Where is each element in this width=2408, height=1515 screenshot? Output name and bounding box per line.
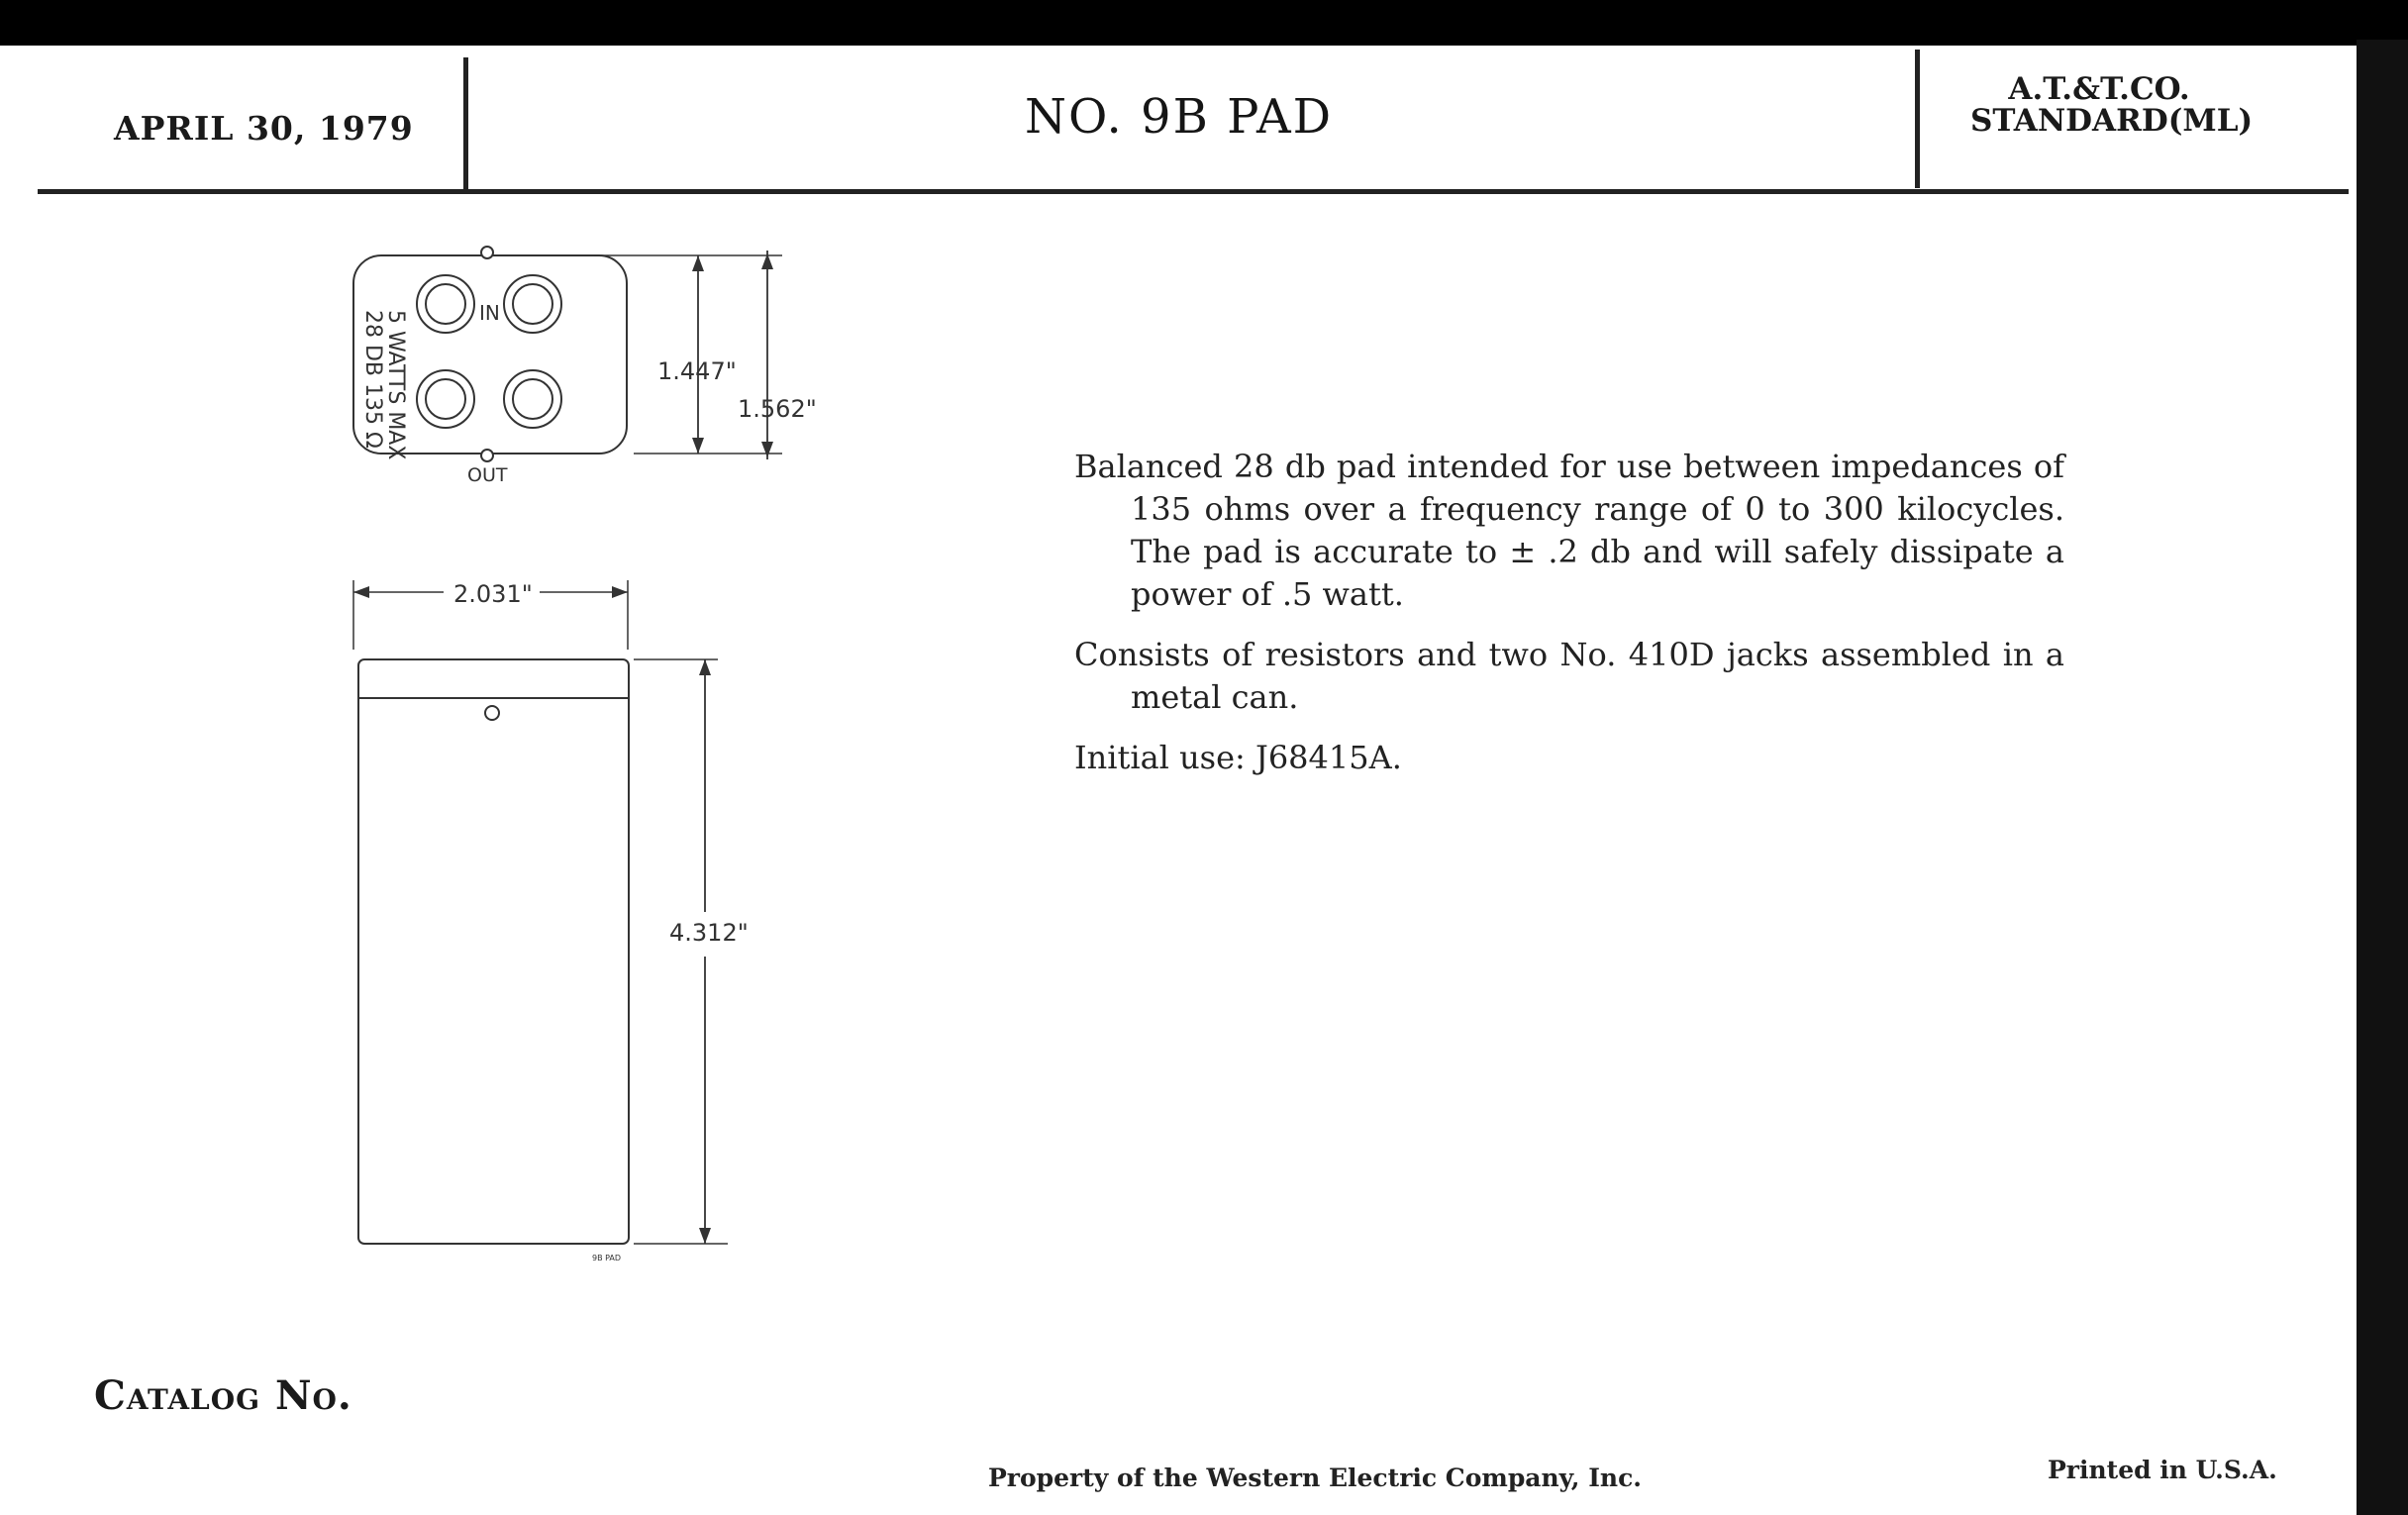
- mount-hole-bottom: [481, 450, 493, 461]
- description-para-3: Initial use: J68415A.: [1074, 739, 1402, 776]
- can-outline: [358, 659, 629, 1244]
- dim-width: 2.031": [453, 580, 533, 608]
- description-para-2: Consists of resistors and two No. 410D jacks assembled in a metal can.: [1074, 636, 2064, 716]
- can-hole: [485, 706, 499, 720]
- pad-drawing: [0, 46, 891, 1262]
- description-para-1: Balanced 28 db pad intended for use between impedances of 135 ohms over a frequency range of 0 to 300 kilocycles. The pad is accurate to ± .2 db and will safely dissipate a power of .5 watt.: [1074, 448, 2064, 613]
- catalog-label: Catalog No.: [94, 1372, 352, 1419]
- dim-inner-height: 1.447": [657, 357, 737, 385]
- faceplate-text-2: 28 DB 135 Ω: [360, 310, 385, 449]
- mount-hole-top: [481, 247, 493, 258]
- header-standard: [1970, 71, 2254, 139]
- header-divider-right: [1915, 50, 1920, 188]
- description: [1074, 446, 2064, 797]
- standard-line-1: A.T.&T.CO.: [2008, 71, 2190, 107]
- dim-length: 4.312": [669, 919, 749, 947]
- spec-card: [0, 46, 2357, 1515]
- scan-border-right: [2357, 40, 2408, 1515]
- label-out: OUT: [467, 464, 508, 486]
- label-in: IN: [479, 301, 500, 325]
- dim-outer-height: 1.562": [738, 395, 817, 423]
- footer-printed: Printed in U.S.A.: [2048, 1456, 2277, 1484]
- scan-border-top: [0, 0, 2408, 46]
- header-title: NO. 9B PAD: [1025, 89, 1334, 145]
- footer-property: Property of the Western Electric Company, Inc.: [988, 1464, 1643, 1492]
- header-date: APRIL 30, 1979: [114, 109, 414, 148]
- standard-line-2: STANDARD(ML): [1970, 103, 2254, 139]
- faceplate-text-1: 5 WATTS MAX: [383, 310, 408, 460]
- part-mark: 9B PAD: [592, 1254, 622, 1262]
